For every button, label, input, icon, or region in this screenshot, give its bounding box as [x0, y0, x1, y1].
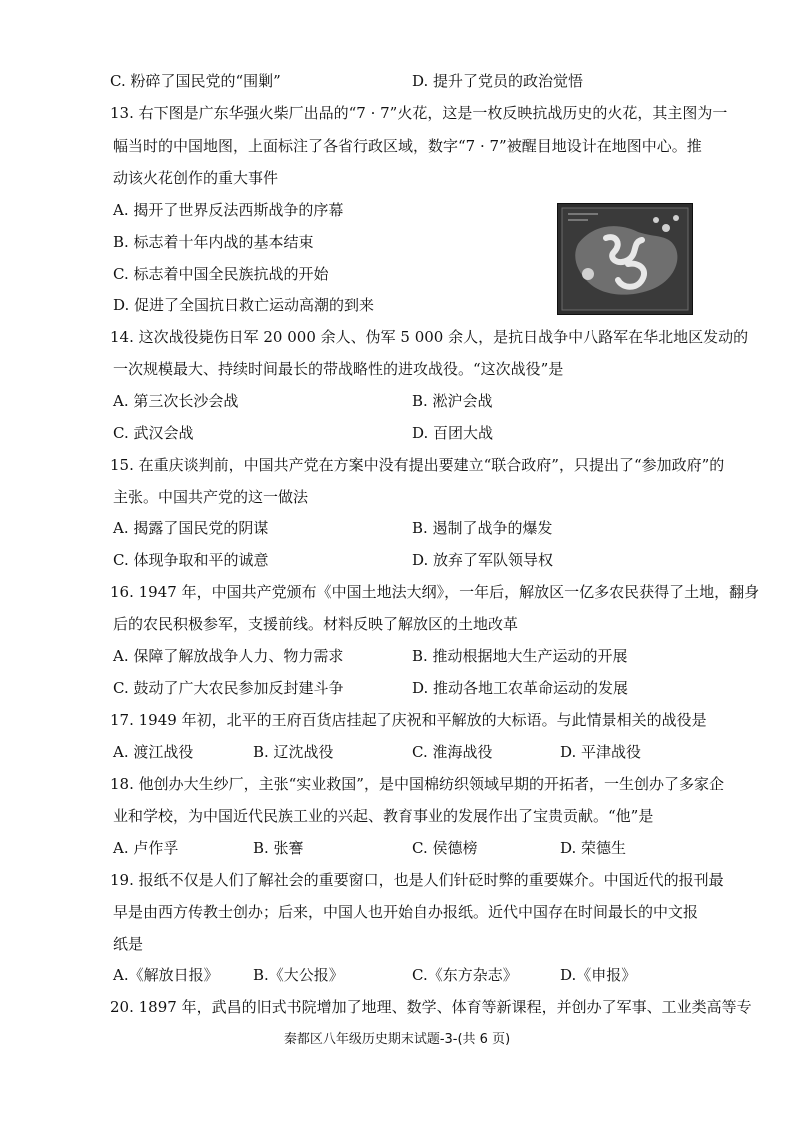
q18-stem-line-1: 18. 他创办大生纱厂，主张“实业救国”，是中国棉纺织领域早期的开拓者，一生创办了多家企 [110, 775, 724, 793]
q17-option-a: A. 渡江战役 [113, 743, 194, 761]
q14-option-b: B. 淞沪会战 [412, 392, 493, 410]
q18-option-d: D. 荣德生 [560, 839, 627, 857]
q18-option-c: C. 侯德榜 [412, 839, 478, 857]
q16-stem-line-2: 后的农民积极参军，支援前线。材料反映了解放区的土地改革 [113, 615, 519, 633]
q17-option-d: D. 平津战役 [560, 743, 642, 761]
q17-stem-line-1: 17. 1949 年初，北平的王府百货店挂起了庆祝和平解放的大标语。与此情景相关的战役是 [110, 711, 707, 729]
q19-option-b: B.《大公报》 [253, 966, 344, 984]
q12-option-c: C. 粉碎了国民党的“围剿” [110, 72, 281, 90]
q12-option-d: D. 提升了党员的政治觉悟 [412, 72, 584, 90]
q19-stem-line-2: 早是由西方传教士创办；后来，中国人也开始自办报纸。近代中国存在时间最长的中文报 [113, 903, 699, 921]
q18-stem-line-2: 业和学校，为中国近代民族工业的兴起、教育事业的发展作出了宝贵贡献。“他”是 [113, 807, 654, 825]
q18-option-a: A. 卢作孚 [113, 839, 179, 857]
q15-option-a: A. 揭露了国民党的阴谋 [113, 519, 269, 537]
q16-option-a: A. 保障了解放战争人力、物力需求 [113, 647, 344, 665]
q18-option-b: B. 张謇 [253, 839, 304, 857]
q15-option-d: D. 放弃了军队领导权 [412, 551, 554, 569]
q13-stem-line-3: 动该火花创作的重大事件 [113, 169, 279, 187]
q19-stem-line-3: 纸是 [113, 935, 144, 953]
q17-option-c: C. 淮海战役 [412, 743, 493, 761]
q17-option-b: B. 辽沈战役 [253, 743, 334, 761]
q19-option-c: C.《东方杂志》 [412, 966, 518, 984]
q19-option-a: A.《解放日报》 [113, 966, 219, 984]
q16-stem-line-1: 16. 1947 年，中国共产党颁布《中国土地法大纲》，一年后，解放区一亿多农民获得了土地，翻身 [110, 583, 760, 601]
q20-stem-line-1: 20. 1897 年，武昌的旧式书院增加了地理、数学、体育等新课程，并创办了军事、工业类高等专 [110, 998, 752, 1016]
q14-option-d: D. 百团大战 [412, 424, 494, 442]
q14-option-c: C. 武汉会战 [113, 424, 194, 442]
q15-option-b: B. 遏制了战争的爆发 [412, 519, 553, 537]
china-map-illustration [558, 204, 692, 314]
q16-option-b: B. 推动根据地大生产运动的开展 [412, 647, 628, 665]
q13-option-c: C. 标志着中国全民族抗战的开始 [113, 265, 329, 283]
q16-option-c: C. 鼓动了广大农民参加反封建斗争 [113, 679, 344, 697]
q16-option-d: D. 推动各地工农革命运动的发展 [412, 679, 629, 697]
q15-stem-line-2: 主张。中国共产党的这一做法 [113, 488, 309, 506]
matchbox-label-image [557, 203, 693, 315]
q13-option-d: D. 促进了全国抗日救亡运动高潮的到来 [113, 296, 375, 314]
q13-stem-line-1: 13. 右下图是广东华强火柴厂出品的“7 · 7”火花，这是一枚反映抗战历史的火花，其主图为一 [110, 104, 728, 122]
q14-stem-line-2: 一次规模最大、持续时间最长的带战略性的进攻战役。“这次战役”是 [113, 360, 564, 378]
q15-option-c: C. 体现争取和平的诚意 [113, 551, 269, 569]
q13-stem-line-2: 幅当时的中国地图，上面标注了各省行政区域，数字“7 · 7”被醒目地设计在地图中心。推 [113, 137, 702, 155]
q13-option-b: B. 标志着十年内战的基本结束 [113, 233, 314, 251]
page-footer: 秦都区八年级历史期末试题-3-(共 6 页) [283, 1032, 511, 1047]
q19-option-d: D.《申报》 [560, 966, 637, 984]
q13-option-a: A. 揭开了世界反法西斯战争的序幕 [113, 201, 344, 219]
q19-stem-line-1: 19. 报纸不仅是人们了解社会的重要窗口，也是人们针砭时弊的重要媒介。中国近代的报刊最 [110, 871, 724, 889]
q14-option-a: A. 第三次长沙会战 [113, 392, 239, 410]
q14-stem-line-1: 14. 这次战役毙伤日军 20 000 余人、伪军 5 000 余人，是抗日战争中八路军在华北地区发动的 [110, 328, 749, 346]
q15-stem-line-1: 15. 在重庆谈判前，中国共产党在方案中没有提出要建立“联合政府”，只提出了“参加政府”的 [110, 456, 725, 474]
